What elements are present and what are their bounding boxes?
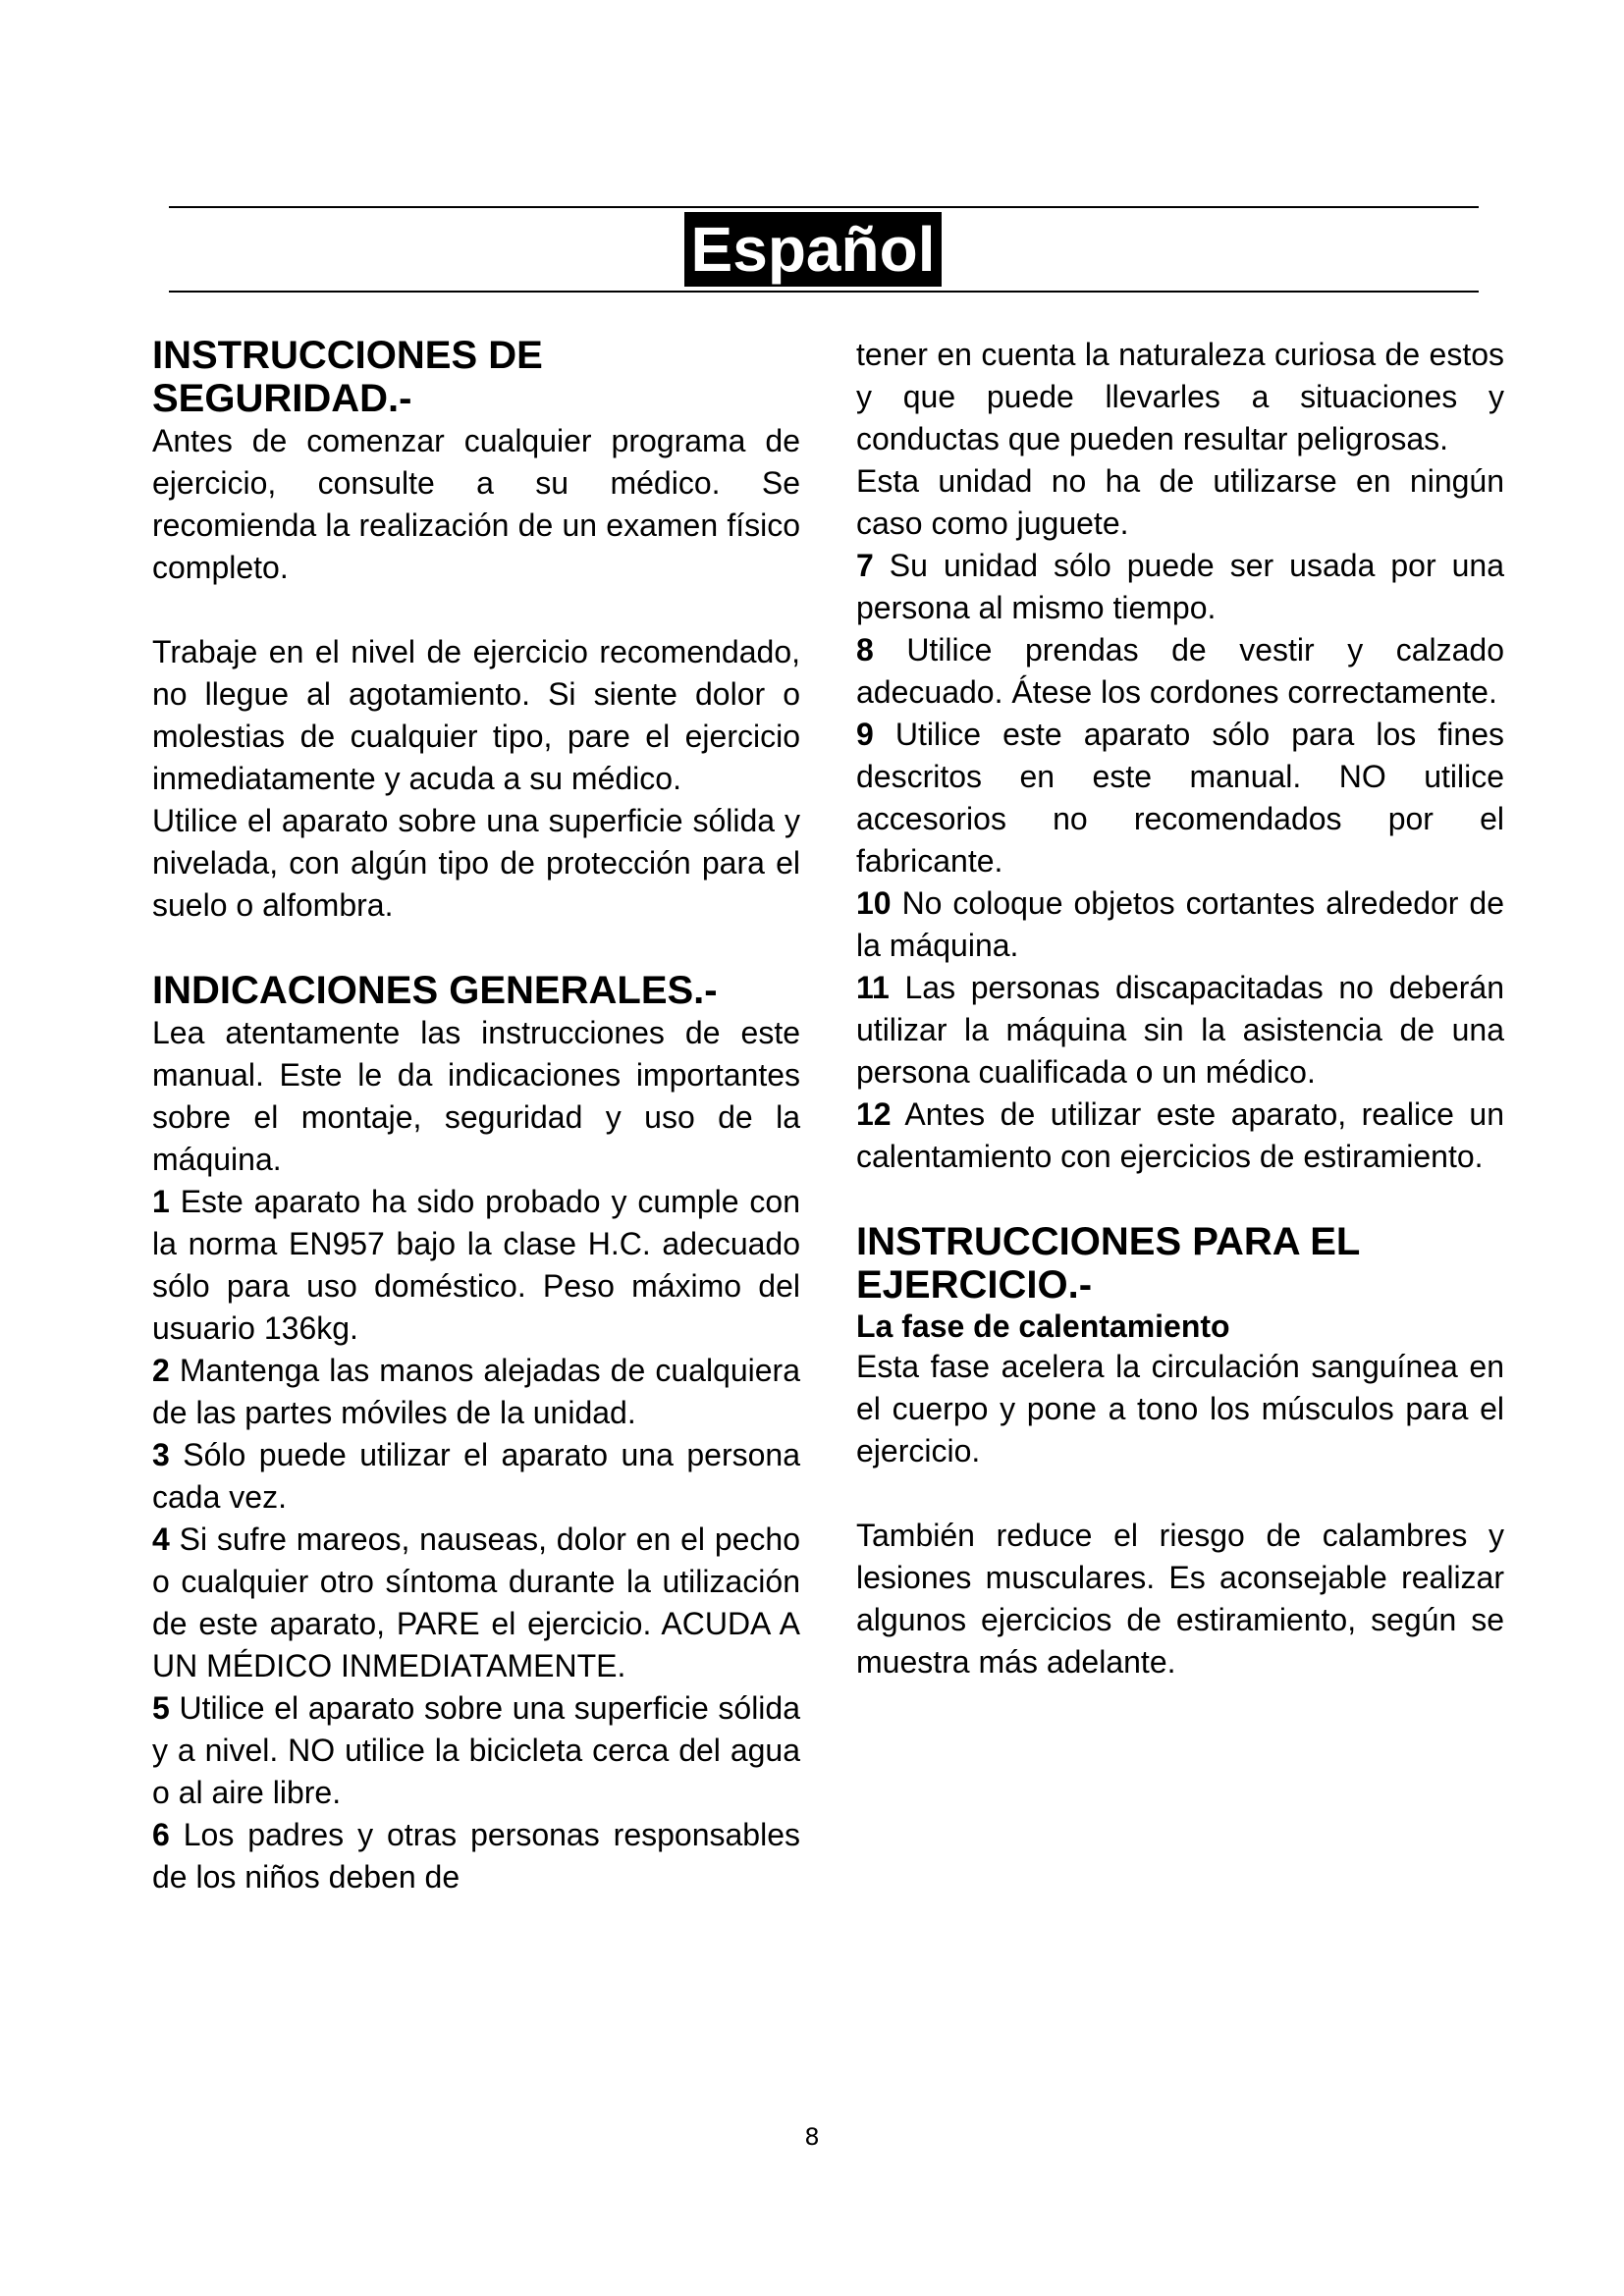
list-item: 12 Antes de utilizar este aparato, realice un calentamiento con ejercicios de estiramiento. bbox=[856, 1096, 1505, 1174]
right-column bbox=[856, 334, 1504, 1683]
list-item: 1 Este aparato ha sido probado y cumple con la norma EN957 bajo la clase H.C. adecuado sólo para uso doméstico. Peso máximo del usuario 136kg. bbox=[152, 1184, 801, 1346]
list-item: 11 Las personas discapacitadas no deberán utilizar la máquina sin la asistencia de una persona cualificada o un médico. bbox=[856, 970, 1505, 1090]
paragraph-surface: Utilice el aparato sobre una superficie sólida y nivelada, con algún tipo de protección para el suelo o alfombra. bbox=[152, 803, 800, 923]
paragraph-consult-doctor: Antes de comenzar cualquier programa de ejercicio, consulte a su médico. Se recomienda la realización de un examen físico completo. bbox=[152, 423, 800, 585]
list-item: 2 Mantenga las manos alejadas de cualquiera de las partes móviles de la unidad. bbox=[152, 1353, 800, 1430]
list-item: 5 Utilice el aparato sobre una superficie sólida y a nivel. NO utilice la bicicleta cerca del agua o al aire libre. bbox=[152, 1690, 801, 1810]
warmup-subheading: La fase de calentamiento bbox=[856, 1308, 1230, 1344]
general-indications-heading: INDICACIONES GENERALES.- bbox=[152, 969, 718, 1012]
list-item: 8 Utilice prendas de vestir y calzado adecuado. Átese los cordones correctamente. bbox=[856, 632, 1504, 710]
list-item: 4 Si sufre mareos, nauseas, dolor en el pecho o cualquier otro síntoma durante la utilización de este aparato, PARE el ejercicio. ACUDA A UN MÉDICO INMEDIATAMENTE. bbox=[152, 1522, 801, 1683]
header-rule-bottom bbox=[169, 291, 1479, 293]
paragraph-read-manual: Lea atentamente las instrucciones de este manual. Este le da indicaciones importantes sobre el montaje, seguridad y uso de la máquina. bbox=[152, 1015, 800, 1177]
page-number: 8 bbox=[804, 2123, 820, 2151]
list-item: 10 No coloque objetos cortantes alrededor de la máquina. bbox=[856, 885, 1505, 963]
list-item: 6 Los padres y otras personas responsables de los niños deben de bbox=[152, 1817, 801, 1895]
list-item: 9 Utilice este aparato sólo para los fines descritos en este manual. NO utilice accesorios no recomendados por el fabricante. bbox=[856, 717, 1505, 879]
paragraph-continuation: tener en cuenta la naturaleza curiosa de estos y que puede llevarles a situaciones y conductas que pueden resultar peligrosas. bbox=[856, 337, 1504, 456]
paragraph-warmup: Esta fase acelera la circulación sanguínea en el cuerpo y pone a tono los músculos para el ejercicio. bbox=[856, 1349, 1504, 1468]
language-label: Español bbox=[684, 212, 942, 287]
list-item: 3 Sólo puede utilizar el aparato una persona cada vez. bbox=[152, 1437, 801, 1515]
safety-instructions-heading: INSTRUCCIONES DE SEGURIDAD.- bbox=[152, 334, 543, 420]
list-item: 7 Su unidad sólo puede ser usada por una persona al mismo tiempo. bbox=[856, 548, 1504, 625]
paragraph-exercise-level: Trabaje en el nivel de ejercicio recomendado, no llegue al agotamiento. Si siente dolor o molestias de cualquier tipo, pare el ejercicio inmediatamente y acuda a su médico. bbox=[152, 634, 800, 796]
exercise-instructions-heading: INSTRUCCIONES PARA EL EJERCICIO.- bbox=[856, 1220, 1360, 1307]
left-column bbox=[152, 334, 800, 1898]
paragraph-not-a-toy: Esta unidad no ha de utilizarse en ningún caso como juguete. bbox=[856, 463, 1504, 541]
paragraph-reduce-risk: También reduce el riesgo de calambres y lesiones musculares. Es aconsejable realizar algunos ejercicios de estiramiento, según se muestra más adelante. bbox=[856, 1518, 1504, 1680]
header-rule-top bbox=[169, 206, 1479, 208]
